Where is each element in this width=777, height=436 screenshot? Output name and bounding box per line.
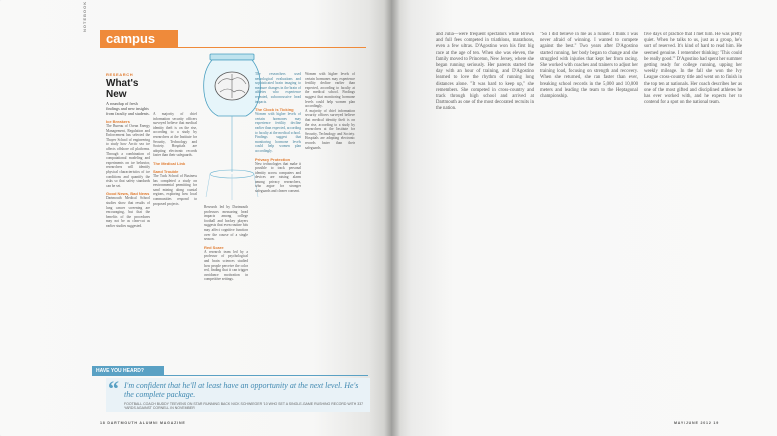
left-column-2 xyxy=(153,112,197,362)
quote-credit: FOOTBALL COACH BUDDY TEEVENS ON STAR RUNNING BACK NICK SCHWIEGER '10 WHO SET A SINGLE-GAME RUSHING RECORD WITH 337 YARDS AGAINST CORNELL IN NOVEMBER xyxy=(124,402,364,410)
brief-text: Dartmouth Medical School studies show that results of lung cancer screening are encouraging, but that the benefits of the procedures may not be as clear-cut as earlier studies suggested. xyxy=(106,196,150,228)
brief-text: A majority of chief information security officers surveyed believe that medical identity theft is on the rise, according to a study by researchers at the Institute for Security, Technology and Society. Hospitals are adopting electronic records faster than their safeguards. xyxy=(153,112,197,158)
notebook-label: NOTEBOOK xyxy=(82,0,87,32)
section-rule xyxy=(178,47,366,48)
right-folio: MAY/JUNE 2012 19 xyxy=(674,421,720,425)
have-you-heard-rule xyxy=(164,375,368,376)
jar-legs xyxy=(206,174,258,200)
jar-lid xyxy=(210,54,254,60)
brief-text: Research led by Dartmouth professors measuring head impacts among college football and hockey players suggests that even routine hits may affect cognitive function over the course of a single season. xyxy=(204,205,248,242)
brief-title: Privacy Protection xyxy=(255,156,291,162)
brief-text: The Tuck School of Business has completed a study on environmental permitting for sand mining along coastal regions, exploring how local communities respond to proposed projects. xyxy=(153,173,197,206)
brief-title: Sand Trouble xyxy=(153,168,179,174)
brief-text: Women with higher levels of certain hormones may experience fertility decline earlier than expected, according to faculty at the medical school. Findings suggest that monitoring hormone levels could help women plan accordingly. xyxy=(305,72,355,109)
right-column-1 xyxy=(436,32,534,412)
right-page xyxy=(392,0,777,436)
headline: What's New xyxy=(106,78,139,100)
brief-text: The Bureau of Ocean Energy Management, Regulation and Enforcement has selected the Thayer School of engineering to study how Arctic sea ice affects offshore oil platforms. Through a combination of computational modeling and experiments on ice behavior, researchers will identify physical characteristics of ice conditions and quantify the risks so that safety standards can be set. xyxy=(106,124,150,188)
brief-title: The Medical Link xyxy=(153,160,186,166)
left-folio: 18 DARTMOUTH ALUMNI MAGAZINE xyxy=(100,421,186,425)
article-text: and Julia—were frequent spectators while Brown and full fees competed in triathlons, marathons, even a few ultras. D'Agostino won his first big race at the age of ten. When she was eleven, the family moved to Princeton, New Jersey, where she began running seriously. Her parents started the day with an hour of training, and D'Agostino learned to love the rhythm of running long distances alone. "It was hard to keep up," she remembers. She competed in cross-country and track through high school and arrived at Dartmouth as one of the most decorated recruits in the nation. xyxy=(436,32,534,112)
left-column-4 xyxy=(255,72,301,362)
left-column-3 xyxy=(204,205,248,360)
sidebar-text: Women with higher levels of certain hormones may experience fertility decline earlier than expected, according to faculty at the medical school. Findings suggest that monitoring hormone levels could help women plan accordingly. xyxy=(255,112,301,153)
sidebar-title: The Clock is Ticking xyxy=(255,107,294,113)
section-tab-campus: campus xyxy=(100,30,178,48)
article-text: "So I did believe in me as a runner. I think I was never afraid of winning. I wanted to compete against the best." Two years after D'Agostino started running, her body began to change and she struggled with injuries that kept her from racing. She worked with coaches and trainers to adjust her training load, focusing on strength and recovery. When she returned, she ran faster than ever, breaking school records in the 5,000 and 10,000 meters and leading the team to the Heptagonal championship. xyxy=(540,32,638,100)
right-column-2 xyxy=(540,32,638,412)
have-you-heard-tab: HAVE YOU HEARD? xyxy=(92,366,164,376)
sidebar-intro: The researchers used neurological evaluations and sophisticated brain imaging to measure changes in the brain of athletes who experience repeated, subconcussive head impacts. xyxy=(255,72,301,104)
gutter-shadow xyxy=(384,0,400,436)
brief-text: A majority of chief information security officers surveyed believe that medical identity theft is on the rise, according to a study by researchers at the Institute for Security, Technology and Society. Hospitals are adopting electronic records faster than their safeguards. xyxy=(305,108,355,150)
brief-title: Good News, Bad News xyxy=(106,191,150,197)
brief-text: A research team led by a professor of psychological and brain sciences studied how people perceive the color red, finding that it can trigger avoidance motivation in competitive settings. xyxy=(204,249,248,282)
right-column-3 xyxy=(644,32,742,412)
brief-text: New technologies that make it possible to track personal identity across computers and devices are raising alarm among privacy researchers, who argue for stronger safeguards and clearer consent. xyxy=(255,161,301,194)
brief-title: Red Scare xyxy=(204,244,224,250)
brief-title: Ice Breakers xyxy=(106,119,130,124)
pull-quote: I'm confident that he'll at least have an opportunity at the next level. He's the complete package. xyxy=(124,381,359,399)
article-text: five days of practice that I met him. He was pretty quiet. When he talks to us, just as a group, he's sort of reserved. It's kind of hard to read him. He seemed genuine. I remember thinking: 'This could be really good.'" D'Agostino had spent her summer getting ready for college running, upping her weekly mileage. In the fall she won the Ivy League cross-country title and went on to finish in the top ten at nationals. Her coach describes her as one of the most gifted and disciplined athletes he has ever worked with, and he expects her to contend for a spot on the national team. xyxy=(644,32,742,106)
research-kicker: RESEARCH xyxy=(106,72,134,77)
left-column-1 xyxy=(106,72,150,362)
deck: A roundup of fresh findings and new insights from faculty and students. xyxy=(106,101,150,116)
quote-mark-icon: “ xyxy=(108,376,119,401)
left-column-5 xyxy=(305,72,355,362)
